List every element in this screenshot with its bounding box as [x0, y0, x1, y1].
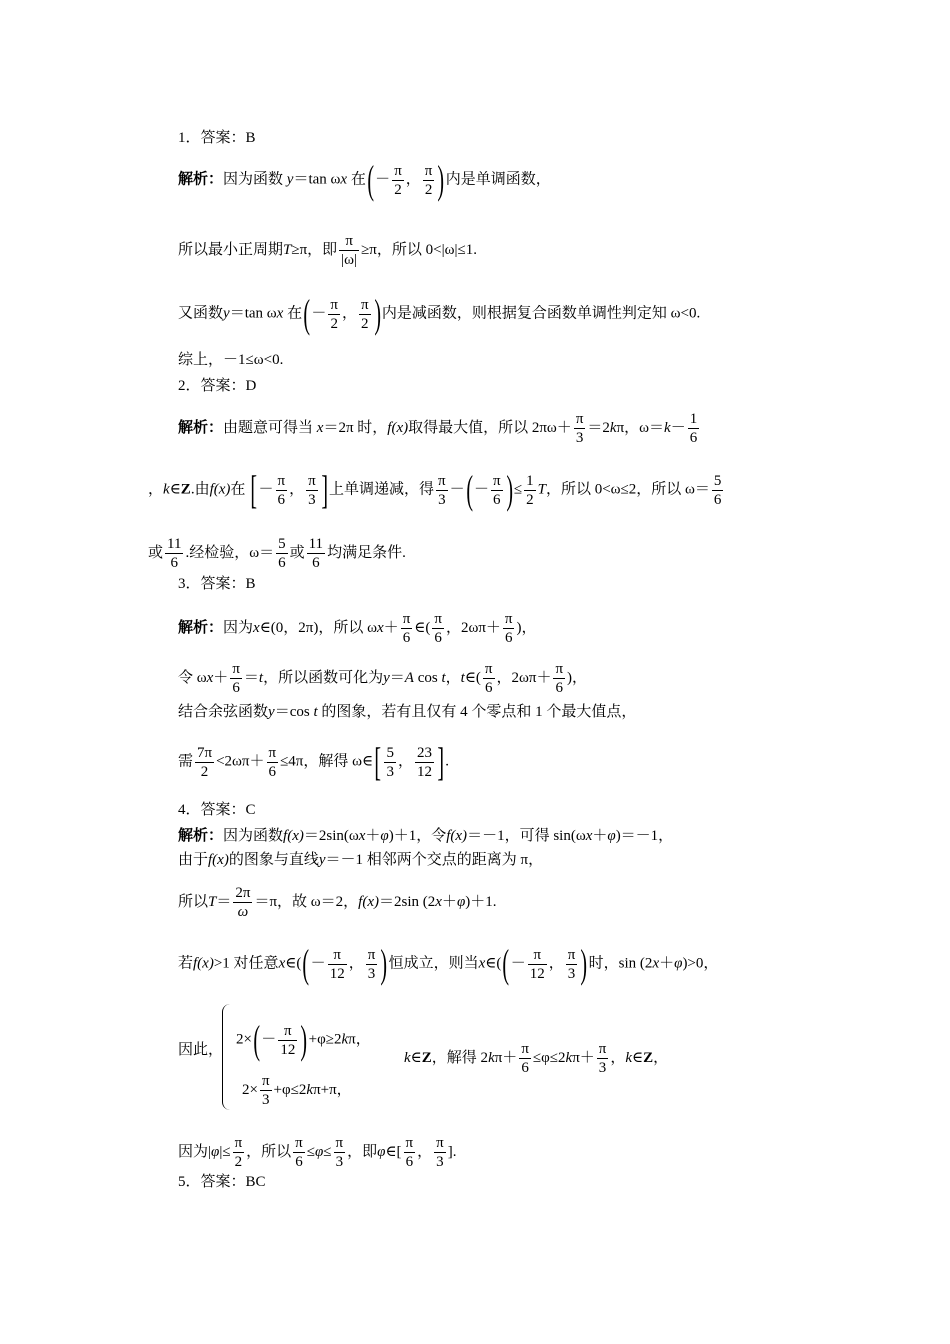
q1-line-3: 又函数y＝tan ωx 在(－ $\frac{\pi}{2}$ ， $\frac{\pi}{2}$ )内是减函数，则根据复合函数单调性判定知 ω<0.	[178, 291, 701, 336]
q4-line-3: 所以T＝ $\frac{2\pi}{\omega}$ ＝π，故 ω＝2，f(x)＝2sin (2x＋φ)＋1.	[178, 885, 497, 920]
q2-line-1: 解析：由题意可得当 x＝2π 时，f(x)取得最大值，所以 2πω＋ $\frac{\pi}{3}$ ＝2kπ，ω＝k－ $\frac{1}{6}$	[178, 411, 698, 446]
q3-line-1: 解析：因为x∈(0，2π)，所以 ωx＋ $\frac{\pi}{6}$ ∈( $\frac{\pi}{6}$ ，2ωπ＋ $\frac{\pi}{6}$ )，	[178, 611, 537, 646]
q2-answer-header: 2．答案：D	[178, 378, 257, 394]
q3-line-3: 结合余弦函数y＝cos t 的图象，若有且仅有 4 个零点和 1 个最大值点，	[178, 704, 637, 720]
q4-line-2: 由于f(x)的图象与直线y＝－1 相邻两个交点的距离为 π，	[178, 852, 544, 868]
q1-conclusion: 综上，－1≤ω<0.	[178, 352, 284, 368]
q4-solution: k∈Z，解得 2kπ＋ $\frac{\pi}{6}$ ≤φ≤2kπ＋ $\frac{\pi}{3}$ ，k∈Z，	[404, 1041, 669, 1076]
q4-system-label: 因此，	[178, 1042, 224, 1058]
q3-line-4: 需 $\frac{7\pi}{2}$ <2ωπ＋ $\frac{\pi}{6}$ ≤4π，解得 ω∈[ $\frac{5}{3}$ ， $\frac{23}{12}$ ].	[178, 739, 450, 784]
q5-answer-header: 5．答案：BC	[178, 1174, 266, 1190]
q2-line-2: ，k∈Z.由f(x)在 [－ $\frac{\pi}{6}$ ， $\frac{\pi}{3}$ ]上单调递减，得 $\frac{\pi}{3}$ －(－ $\frac{\pi}{6}$ )≤ $\frac{1}{2}$ T，所以 0<ω≤2，所以 ω＝ $\frac{5}{6}$	[148, 467, 722, 512]
q4-answer-header: 4．答案：C	[178, 802, 256, 818]
q1-line-2: 所以最小正周期T≥π，即 $\frac{\pi}{|\omega|}$ ≥π，所以 0<|ω|≤1.	[178, 233, 477, 268]
q1-answer-header: 1．答案：B	[178, 130, 256, 146]
q3-answer-header: 3．答案：B	[178, 576, 256, 592]
q4-line-1: 解析：因为函数f(x)＝2sin(ωx＋φ)＋1，令f(x)＝－1，可得 sin(ωx＋φ)＝－1，	[178, 828, 674, 844]
q4-line-6: 因为|φ|≤ $\frac{\pi}{2}$ ，所以 $\frac{\pi}{6}$ ≤φ≤ $\frac{\pi}{3}$ ，即φ∈[ $\frac{\pi}{6}$ ， $\frac{\pi}{3}$ ].	[178, 1135, 457, 1170]
q4-line-4: 若f(x)>1 对任意x∈((－ $\frac{\pi}{12}$ ， $\frac{\pi}{3}$ )恒成立，则当x∈((－ $\frac{\pi}{12}$ ， $\frac{\pi}{3}$ )时，sin (2x＋φ)>0，	[178, 941, 719, 986]
system-brace	[222, 1004, 233, 1110]
q4-system-row-2: 2× $\frac{\pi}{3}$ +φ≤2kπ+π，	[242, 1073, 352, 1108]
q2-line-3: 或 $\frac{11}{6}$ .经检验，ω＝ $\frac{5}{6}$ 或 $\frac{11}{6}$ 均满足条件.	[148, 536, 406, 571]
q3-line-2: 令 ωx＋ $\frac{\pi}{6}$ ＝t，所以函数可化为y＝A cos t，t∈( $\frac{\pi}{6}$ ，2ωπ＋ $\frac{\pi}{6}$ )，	[178, 661, 588, 696]
q4-system-row-1: 2×(－ $\frac{\pi}{12}$ )+φ≥2kπ，	[236, 1017, 371, 1062]
q1-line-1: 解析：因为函数 y＝tan ωx 在(－ $\frac{\pi}{2}$ ， $\frac{\pi}{2}$ )内是单调函数，	[178, 157, 551, 202]
